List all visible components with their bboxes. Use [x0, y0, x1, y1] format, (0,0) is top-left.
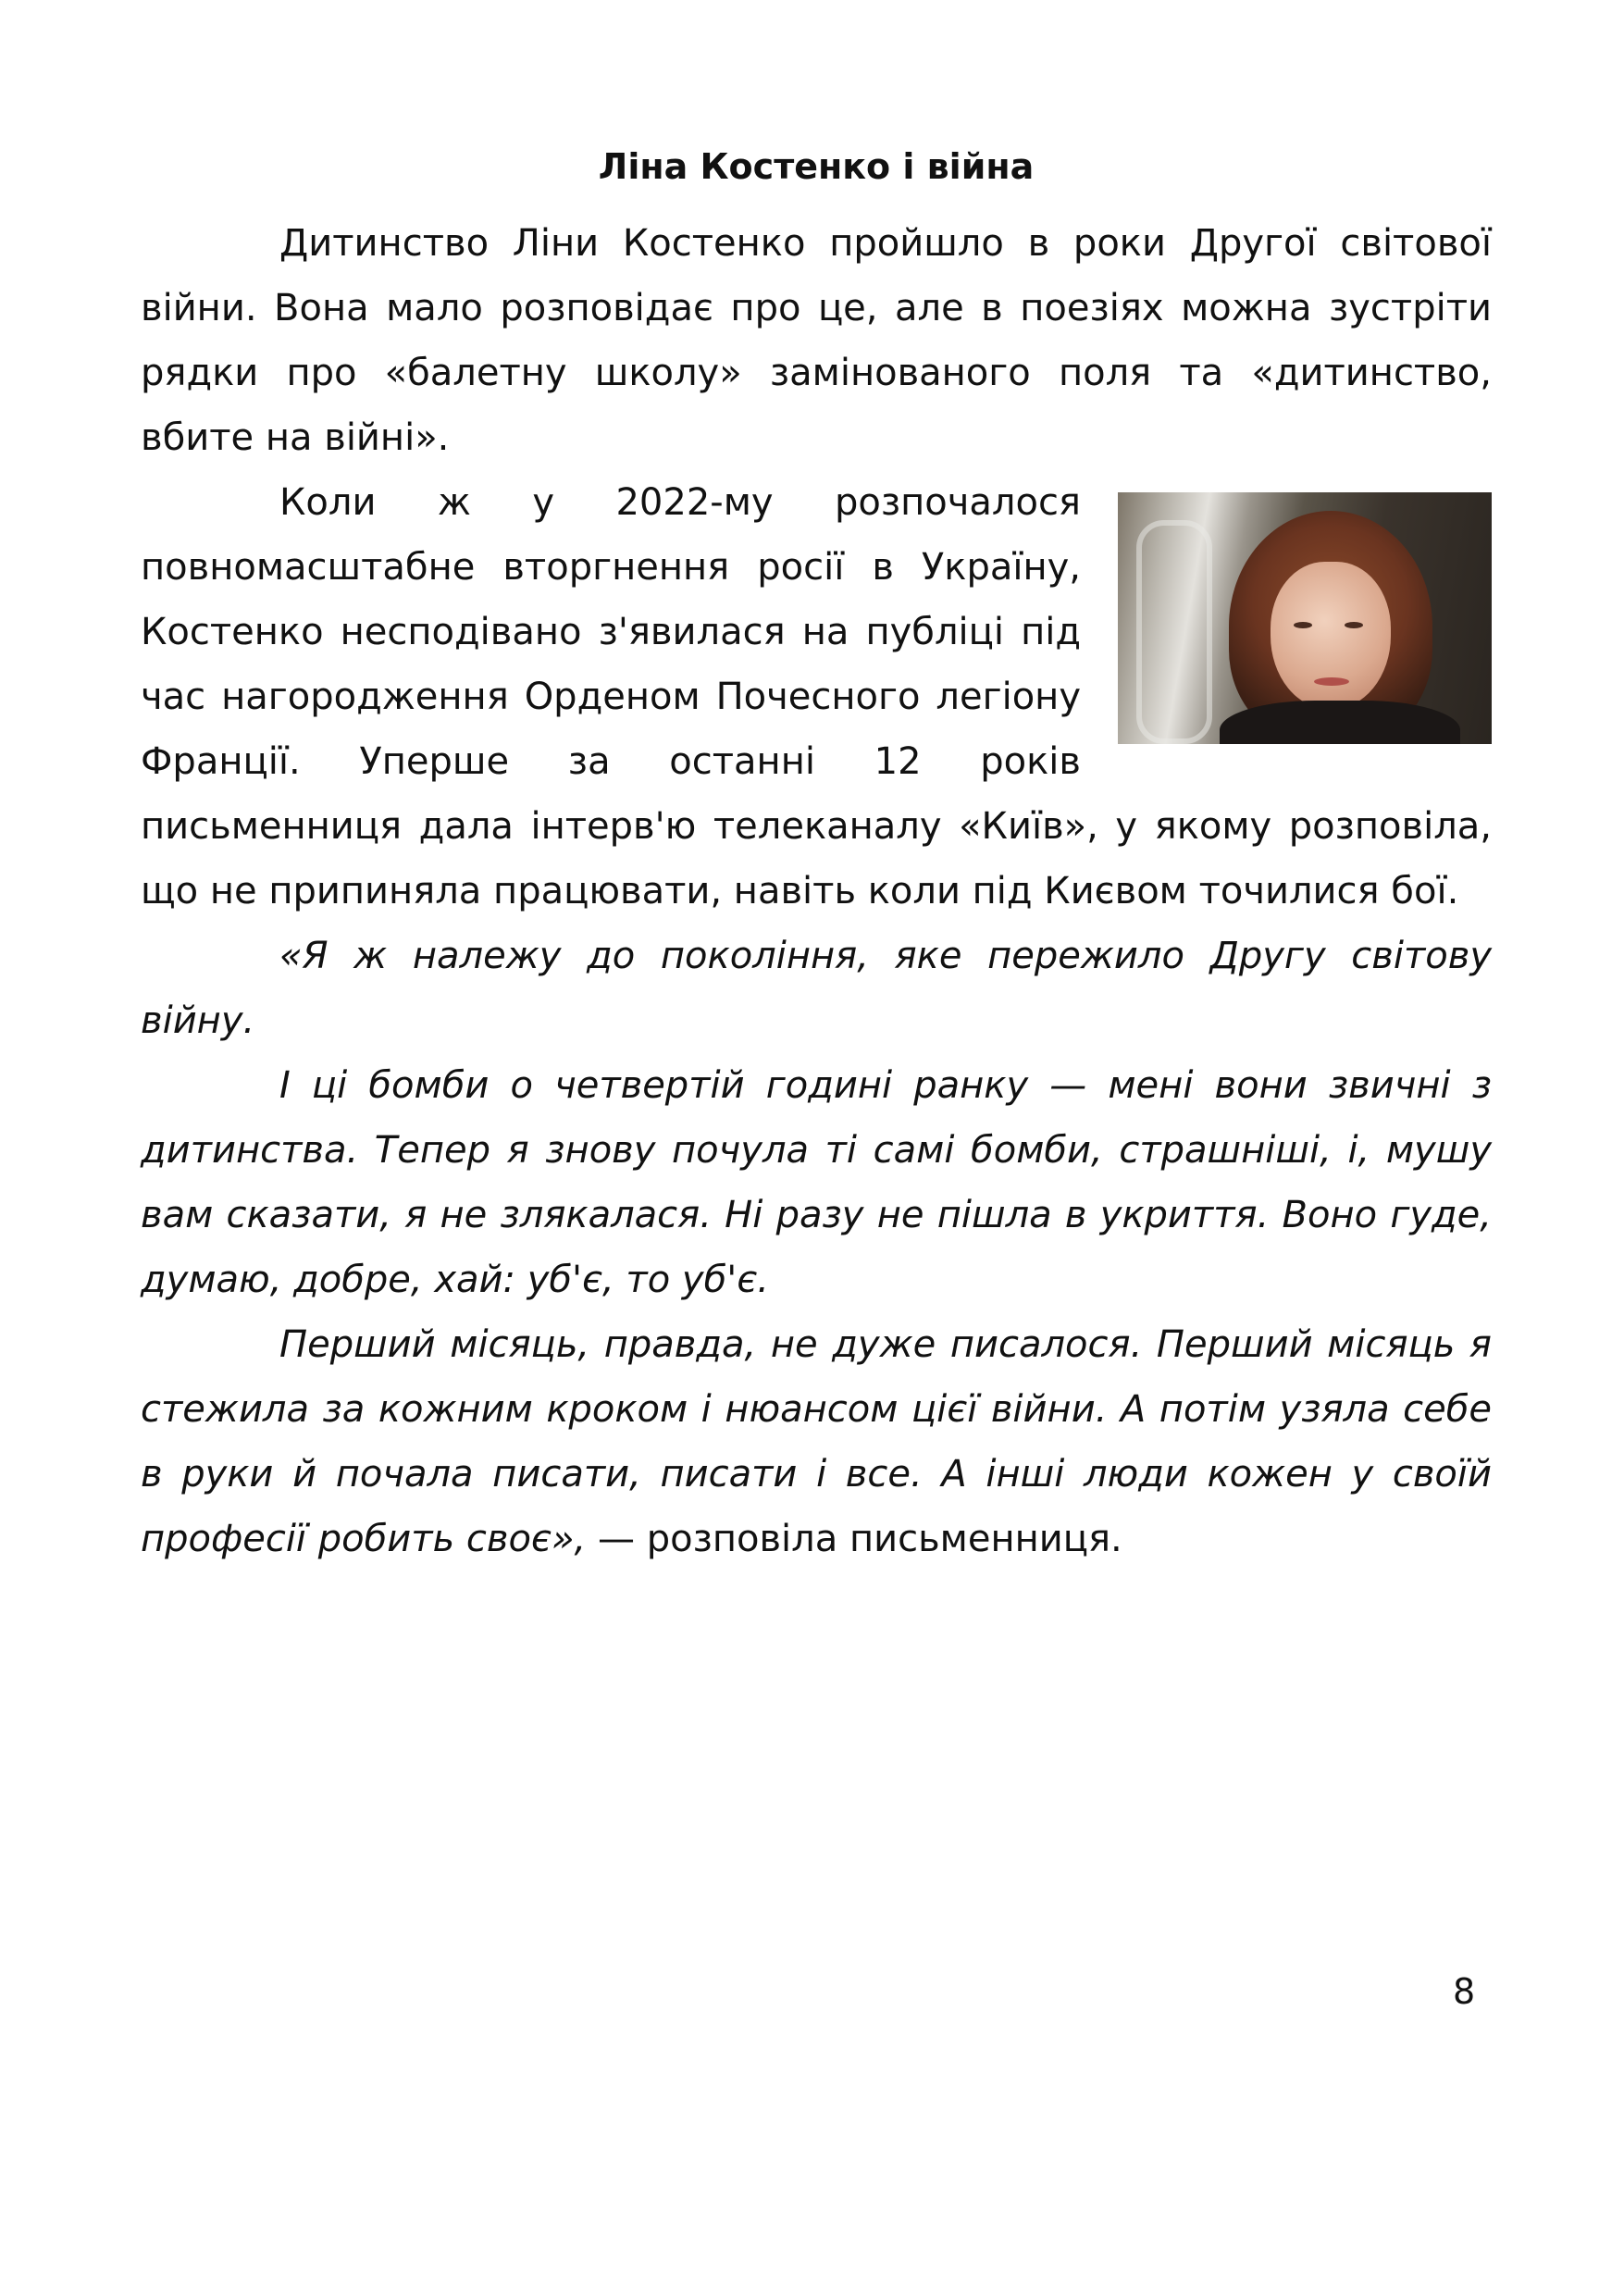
quote-paragraph-2: І ці бомби о четвертій годині ранку — мені вони звичні з дитинства. Тепер я знову почула ті самі бомби, страшніші, і, мушу вам сказати, я не злякалася. Ні разу не пішла в укриття. Воно гуде, думаю, добре, хай: уб'є, то уб'є. [141, 1064, 1492, 1301]
quote-attribution: — розповіла письменниця. [586, 1518, 1122, 1560]
portrait-lips [1314, 677, 1349, 686]
quote-paragraph-3 [141, 1312, 1492, 1571]
paragraph-childhood: Дитинство Ліни Костенко пройшло в роки Другої світової війни. Вона мало розповідає про це, але в поезіях можна зустріти рядки про «балетну школу» замінованого поля та «дитинство, вбите на війні». [141, 222, 1492, 459]
document-page [141, 139, 1492, 1571]
quote-paragraph-1: «Я ж належу до покоління, яке пережило Другу світову війну. [141, 935, 1492, 1042]
paragraph-invasion: Коли ж у 2022-му розпочалося повномасштабне вторгнення росії в Україну, Костенко несподівано з'явилася на публіці під час нагородження Орденом Почесного легіону Франції. Уперше за останні 12 років письменниця дала інтерв'ю телеканалу «Київ», у якому розповіла, що не припиняла працювати, навіть коли під Києвом точилися бої. [141, 481, 1492, 912]
quote-text: Перший місяць, правда, не дуже писалося. Перший місяць я стежила за кожним кроком і нюансом цієї війни. А потім узяла себе в руки й почала писати, писати і все. А інші люди кожен у своїй професії робить своє», [141, 1323, 1492, 1560]
portrait-eye-right [1345, 622, 1363, 628]
portrait-photo [1118, 492, 1492, 744]
portrait-face [1271, 562, 1391, 710]
background-ornament [1136, 520, 1212, 744]
portrait-dress [1220, 701, 1460, 744]
page-number: 8 [1453, 1971, 1476, 2012]
portrait-eye-left [1294, 622, 1312, 628]
page-title: Ліна Костенко і війна [598, 146, 1035, 187]
